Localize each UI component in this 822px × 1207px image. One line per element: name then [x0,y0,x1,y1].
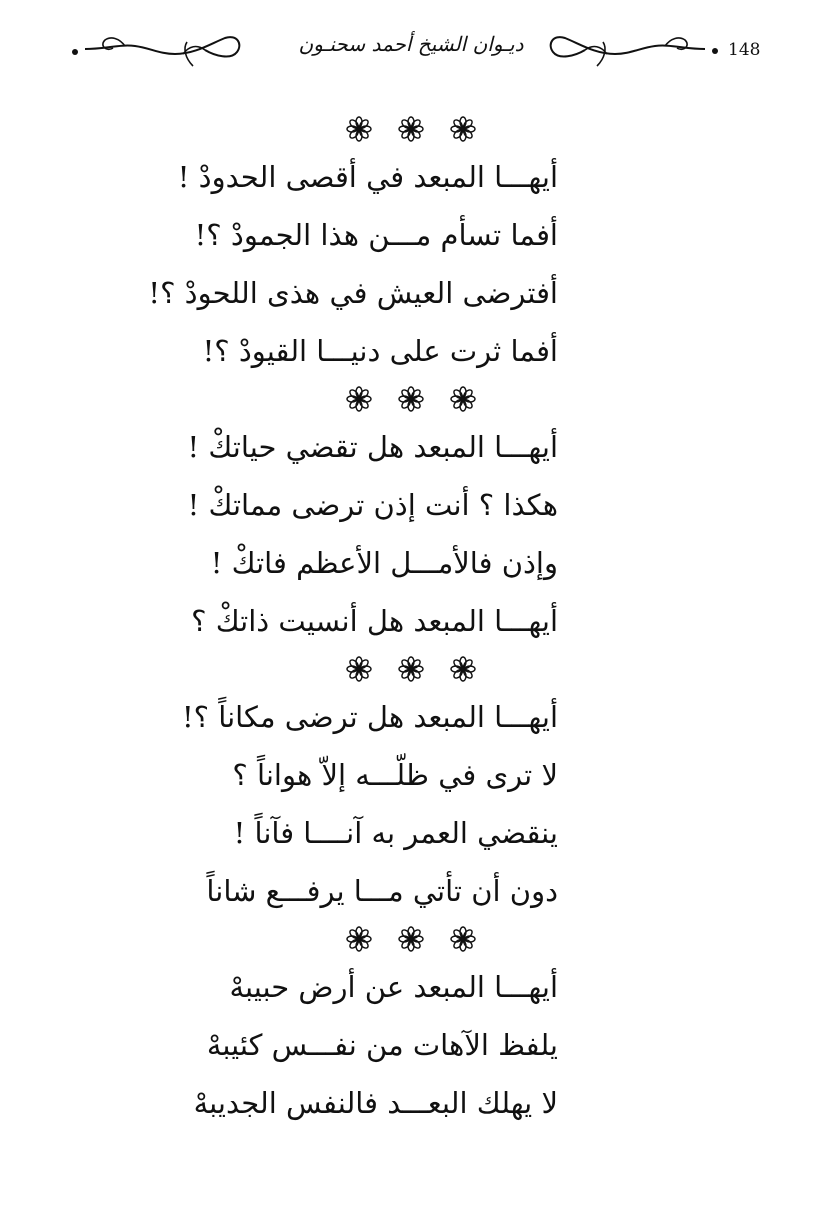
star-flower-ornament-icon [450,386,476,412]
verse-line: يلفظ الآهات من نفـــس كئيبهْ [206,1028,558,1062]
header-bullet-icon [72,49,78,55]
stanza [0,148,822,380]
flourish-ornament-left-icon [80,24,245,74]
star-flower-ornament-icon [398,656,424,682]
verse-line: أيهـــا المبعد هل تقضي حياتكْ ! [187,430,558,464]
verse-line: أفما ثرت على دنيـــا القيودْ ؟! [202,334,558,368]
stanza-divider [0,110,822,148]
verse-line: دون أن تأتي مـــا يرفـــع شاناً [206,874,558,908]
stanza-divider [0,920,822,958]
stanza [0,418,822,650]
verse-line: أفترضى العيش في هذى اللحودْ ؟! [148,276,558,310]
star-flower-ornament-icon [398,926,424,952]
star-flower-ornament-icon [346,656,372,682]
verse-line: أفما تسأم مـــن هذا الجمودْ ؟! [194,218,558,252]
verse-line: هكذا ؟ أنت إذن ترضى مماتكْ ! [187,488,558,522]
verse-line: وإذن فالأمـــل الأعظم فاتكْ ! [210,546,558,580]
verse-line: لا يهلك البعـــد فالنفس الجديبهْ [193,1086,558,1120]
verse-line: أيهـــا المبعد هل أنسيت ذاتكْ ؟ [191,604,558,638]
star-flower-ornament-icon [346,926,372,952]
star-flower-ornament-icon [346,116,372,142]
verse-line: ينقضي العمر به آنــــا فآناً ! [233,816,558,850]
star-flower-ornament-icon [346,386,372,412]
verse-line: أيهـــا المبعد هل ترضى مكاناً ؟! [182,700,558,734]
stanza [0,958,822,1132]
running-title: ديـوان الشيخ أحمد سحنـون [298,32,524,56]
stanza [0,688,822,920]
header-bullet-icon [712,48,718,54]
star-flower-ornament-icon [450,926,476,952]
verse-line: لا ترى في ظلّـــه إلاّ هواناً ؟ [232,758,558,792]
star-flower-ornament-icon [398,116,424,142]
page-header [0,22,822,82]
star-flower-ornament-icon [450,116,476,142]
stanza-divider [0,380,822,418]
stanza-divider [0,650,822,688]
star-flower-ornament-icon [450,656,476,682]
page-number: 148 [728,40,761,60]
star-flower-ornament-icon [398,386,424,412]
poem [0,110,822,1132]
verse-line: أيهـــا المبعد في أقصى الحدودْ ! [177,160,558,194]
verse-line: أيهـــا المبعد عن أرض حبيبهْ [229,970,558,1004]
